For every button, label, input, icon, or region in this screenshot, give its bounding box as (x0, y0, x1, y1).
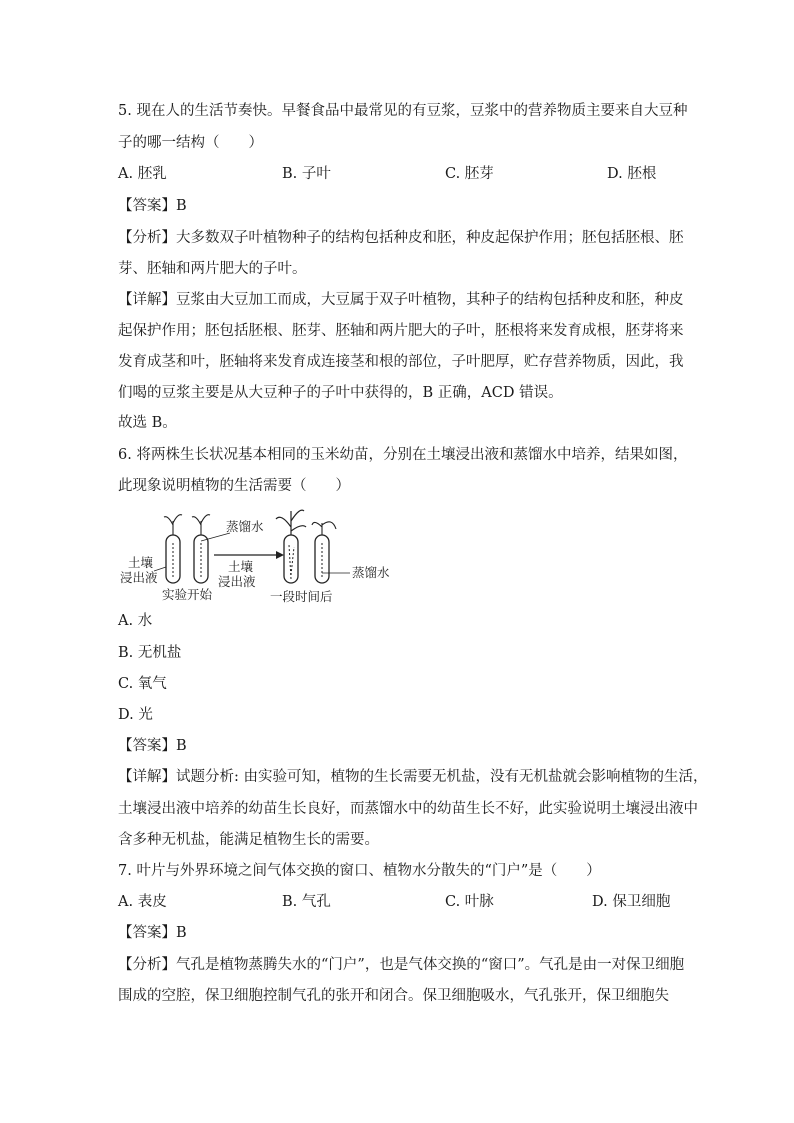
q6-option-c: C. 氧气 (118, 676, 167, 692)
q5-stem-line2: 子的哪一结构（ ） (118, 135, 263, 151)
label-soil-mid-2: 浸出液 (218, 574, 256, 589)
q5-answer: 【答案】B (118, 198, 187, 214)
q5-analysis-line1: 【分析】大多数双子叶植物种子的结构包括种皮和胚，种皮起保护作用；胚包括胚根、胚 (118, 230, 684, 246)
q7-analysis-line1: 【分析】气孔是植物蒸腾失水的“门户”，也是气体交换的“窗口”。气孔是由一对保卫细胞 (118, 957, 685, 973)
q5-analysis-line2: 芽、胚轴和两片肥大的子叶。 (118, 261, 307, 277)
q5-option-c: C. 胚芽 (445, 166, 494, 182)
q5-option-b: B. 子叶 (282, 166, 331, 182)
q6-stem-line2: 此现象说明植物的生活需要（ ） (118, 478, 350, 494)
label-soil-left-1: 土壤 (128, 555, 154, 570)
test-tube-distilled-start (192, 515, 210, 583)
test-tube-soil-start (164, 515, 182, 583)
q6-answer: 【答案】B (118, 738, 187, 754)
q7-option-b: B. 气孔 (282, 894, 331, 910)
q7-answer: 【答案】B (118, 925, 187, 941)
q7-option-c: C. 叶脉 (445, 894, 494, 910)
q5-detail-line2: 起保护作用；胚包括胚根、胚芽、胚轴和两片肥大的子叶，胚根将来发育成根，胚芽将来 (118, 323, 684, 339)
q5-option-a: A. 胚乳 (118, 166, 167, 182)
q5-option-d: D. 胚根 (607, 166, 657, 182)
q5-conclusion: 故选 B。 (118, 415, 177, 431)
test-tube-soil-after (276, 510, 306, 583)
q6-option-d: D. 光 (118, 707, 153, 723)
arrow (214, 551, 284, 559)
q5-detail-line1: 【详解】豆浆由大豆加工而成，大豆属于双子叶植物，其种子的结构包括种皮和胚，种皮 (118, 292, 684, 308)
experiment-figure (118, 505, 408, 605)
q7-option-a: A. 表皮 (118, 894, 167, 910)
q6-option-b: B. 无机盐 (118, 645, 182, 661)
label-distilled-top: 蒸馏水 (226, 519, 264, 534)
test-tube-distilled-after (312, 522, 336, 583)
q7-analysis-line2: 围成的空腔，保卫细胞控制气孔的张开和闭合。保卫细胞吸水，气孔张开，保卫细胞失 (118, 988, 669, 1004)
label-soil-left-2: 浸出液 (120, 570, 158, 585)
q5-detail-line3: 发育成茎和叶，胚轴将来发育成连接茎和根的部位，子叶肥厚，贮存营养物质，因此，我 (118, 354, 684, 370)
q5-detail-line4: 们喝的豆浆主要是从大豆种子的子叶中获得的，B 正确，ACD 错误。 (118, 385, 563, 401)
label-soil-mid-1: 土壤 (228, 559, 254, 574)
label-start: 实验开始 (162, 587, 213, 602)
q7-option-d: D. 保卫细胞 (592, 894, 671, 910)
q6-stem-line1: 6. 将两株生长状况基本相同的玉米幼苗，分别在土壤浸出液和蒸馏水中培养，结果如图， (118, 447, 688, 463)
q6-detail-line3: 含多种无机盐，能满足植物生长的需要。 (118, 832, 379, 848)
label-after: 一段时间后 (270, 589, 333, 604)
q6-detail-line2: 土壤浸出液中培养的幼苗生长良好，而蒸馏水中的幼苗生长不好，此实验说明土壤浸出液中 (118, 801, 698, 817)
label-distilled-right: 蒸馏水 (352, 565, 390, 580)
q5-stem-line1: 5. 现在人的生活节奏快。早餐食品中最常见的有豆浆，豆浆中的营养物质主要来自大豆种 (118, 103, 688, 119)
q6-detail-line1: 【详解】试题分析: 由实验可知，植物的生长需要无机盐，没有无机盐就会影响植物的生活， (118, 769, 708, 785)
q6-option-a: A. 水 (118, 613, 153, 629)
q7-stem-line1: 7. 叶片与外界环境之间气体交换的窗口、植物水分散失的“门户”是（ ） (118, 863, 601, 879)
